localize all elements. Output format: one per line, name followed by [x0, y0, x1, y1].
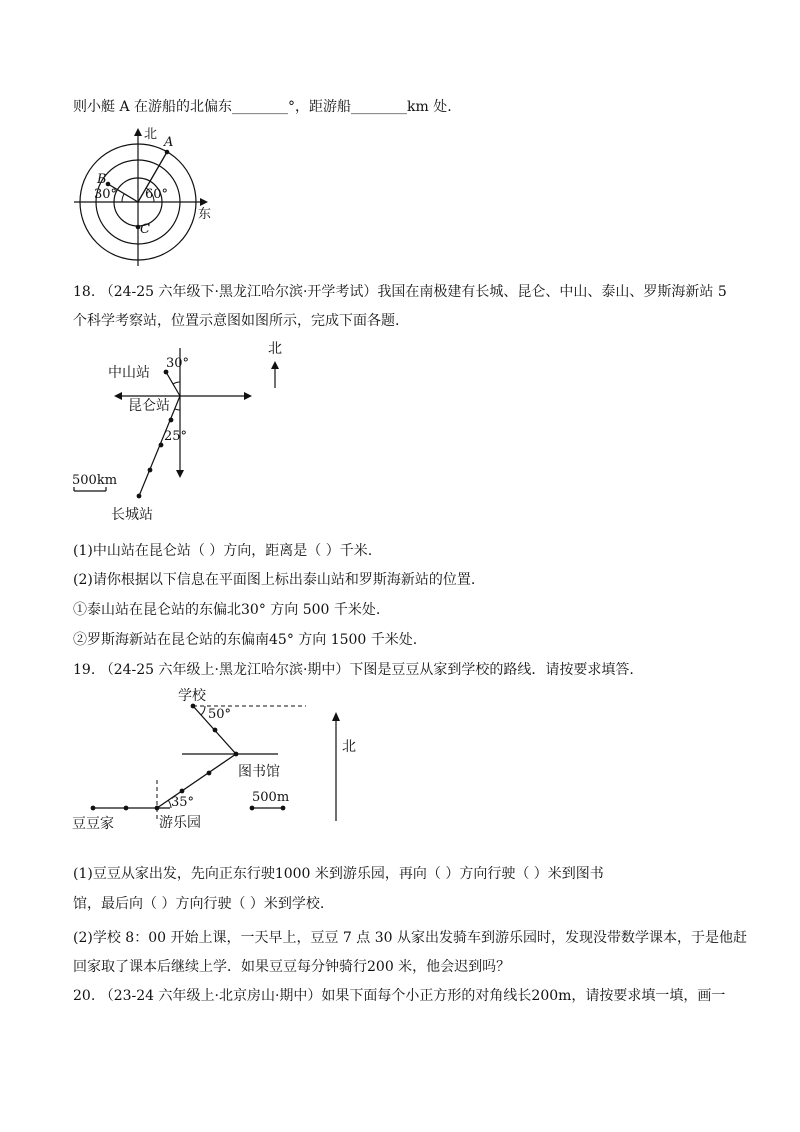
q17-polar-figure [70, 122, 230, 272]
q19-line-1: 19. （24-25 六年级上·黑龙江哈尔滨·期中）下图是豆豆从家到学校的路线．请按要求填答. [73, 662, 634, 678]
label-35deg: 35° [171, 795, 195, 810]
home-point [91, 806, 96, 811]
label-school: 学校 [178, 688, 206, 704]
east-arrow [200, 198, 208, 206]
point-A [165, 150, 170, 155]
label-30deg: 30° [94, 187, 118, 202]
arc-30 [122, 194, 124, 202]
label-north: 北 [342, 739, 356, 755]
label-library: 图书馆 [238, 764, 280, 780]
label-B: B [97, 172, 107, 187]
changcheng-dot-3 [148, 468, 153, 473]
south-arrow [176, 470, 184, 478]
arc-30 [173, 382, 180, 384]
west-arrow [114, 392, 122, 400]
q19-sub1-a: (1)豆豆从家出发，先向正东行驶1000 米到游乐园，再向（ ）方向行驶（ ）米到图书 [73, 866, 604, 882]
label-park: 游乐园 [159, 815, 201, 831]
school-point [191, 704, 196, 709]
q18-line-1: 18. （24-25 六年级下·黑龙江哈尔滨·开学考试）我国在南极建有长城、昆仑、中山、泰山、罗斯海新站 5 [73, 284, 727, 300]
north-arrow [134, 128, 142, 136]
route-park-library [157, 754, 236, 808]
q18-station-map [68, 336, 308, 530]
label-kunlun: 昆仑站 [128, 398, 170, 414]
q19-sub2-b: 回家取了课本后继续上学．如果豆豆每分钟骑行200 米，他会迟到吗？ [73, 959, 511, 975]
q18-item1: ①泰山站在昆仑站的东偏北30° 方向 500 千米处. [73, 602, 381, 618]
arc-25 [175, 409, 180, 410]
route-dot-3 [207, 771, 212, 776]
label-scale: 500km [72, 473, 118, 488]
label-home: 豆豆家 [72, 816, 114, 832]
library-point [234, 752, 239, 757]
q19-sub1-b: 馆，最后向（ ）方向行驶（ ）米到学校. [73, 896, 325, 912]
q20-line-1: 20. （23-24 六年级上·北京房山·期中）如果下面每个小正方形的对角线长200m，请按要求填一填，画一 [73, 988, 726, 1004]
label-50deg: 50° [208, 707, 232, 722]
east-arrow [244, 392, 252, 400]
changcheng-dot-2 [159, 443, 164, 448]
route-dot-2 [180, 789, 185, 794]
route-dot-4 [213, 728, 218, 733]
label-C: C [140, 222, 150, 237]
label-changcheng: 长城站 [111, 507, 153, 523]
route-dot-1 [124, 806, 129, 811]
label-A: A [164, 135, 174, 150]
park-point [155, 806, 160, 811]
q18-sub2: (2)请你根据以下信息在平面图上标出泰山站和罗斯海新站的位置. [73, 572, 476, 588]
north-indicator-arrow [332, 712, 340, 721]
label-zhongshan: 中山站 [108, 365, 150, 381]
q18-item2: ②罗斯海新站在昆仑站的东偏南45° 方向 1500 千米处. [73, 632, 418, 648]
label-60deg: 60° [145, 187, 169, 202]
changcheng-dot-1 [169, 418, 174, 423]
label-scale: 500m [252, 790, 290, 805]
q18-sub1: (1)中山站在昆仑站（ ）方向，距离是（ ）千米. [73, 543, 373, 559]
q19-sub2-a: (2)学校 8：00 开始上课，一天早上，豆豆 7 点 30 从家出发骑车到游乐园时，发现没带数学课本，于是他赶 [73, 930, 747, 946]
label-north: 北 [268, 341, 282, 357]
north-indicator-arrow [271, 361, 279, 369]
q19-route-map [70, 684, 370, 834]
label-25deg: 25° [164, 429, 188, 444]
label-north: 北 [144, 127, 158, 142]
arc-50 [201, 706, 205, 715]
label-30deg: 30° [166, 356, 190, 371]
q18-line-2: 个科学考察站，位置示意图如图所示，完成下面各题. [73, 313, 400, 329]
q17-answer-line: 则小艇 A 在游船的北偏东________°，距游船________km 处. [73, 99, 452, 115]
changcheng-point [137, 494, 142, 499]
label-east: 东 [198, 207, 212, 222]
